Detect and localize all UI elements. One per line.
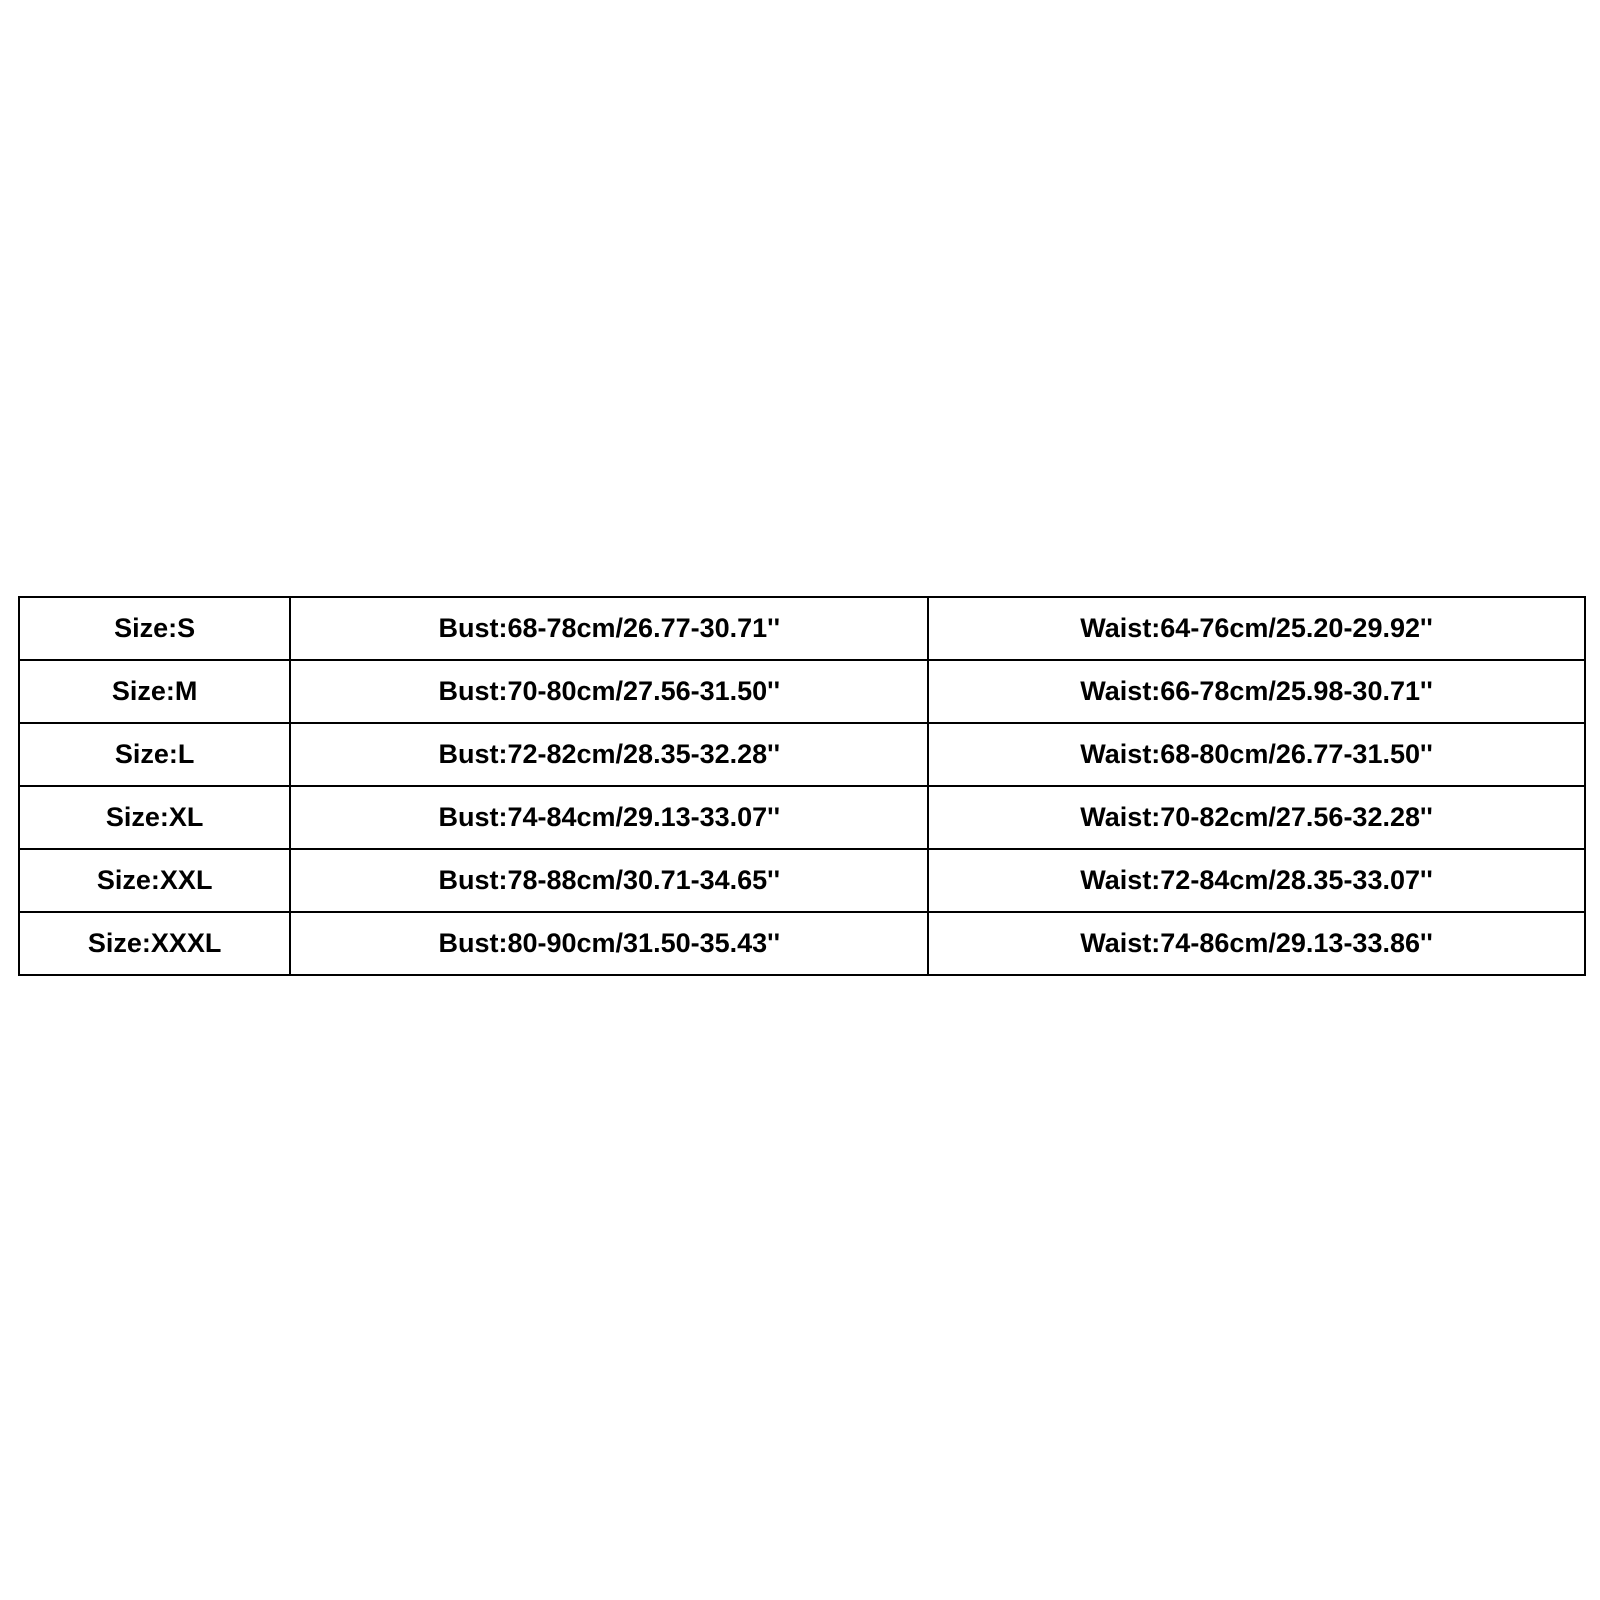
table-row xyxy=(19,660,1585,723)
waist-cell: Waist:72-84cm/28.35-33.07'' xyxy=(928,849,1585,912)
table-row xyxy=(19,597,1585,660)
waist-cell: Waist:70-82cm/27.56-32.28'' xyxy=(928,786,1585,849)
size-cell: Size:XXXL xyxy=(19,912,290,975)
waist-cell: Waist:66-78cm/25.98-30.71'' xyxy=(928,660,1585,723)
table-row xyxy=(19,912,1585,975)
waist-cell: Waist:74-86cm/29.13-33.86'' xyxy=(928,912,1585,975)
size-cell: Size:XL xyxy=(19,786,290,849)
size-cell: Size:XXL xyxy=(19,849,290,912)
waist-cell: Waist:68-80cm/26.77-31.50'' xyxy=(928,723,1585,786)
table-row xyxy=(19,849,1585,912)
bust-cell: Bust:72-82cm/28.35-32.28'' xyxy=(290,723,928,786)
bust-cell: Bust:78-88cm/30.71-34.65'' xyxy=(290,849,928,912)
size-cell: Size:L xyxy=(19,723,290,786)
bust-cell: Bust:74-84cm/29.13-33.07'' xyxy=(290,786,928,849)
table-row xyxy=(19,723,1585,786)
waist-cell: Waist:64-76cm/25.20-29.92'' xyxy=(928,597,1585,660)
table-row xyxy=(19,786,1585,849)
size-cell: Size:M xyxy=(19,660,290,723)
bust-cell: Bust:70-80cm/27.56-31.50'' xyxy=(290,660,928,723)
size-chart-table xyxy=(18,596,1586,976)
size-cell: Size:S xyxy=(19,597,290,660)
bust-cell: Bust:80-90cm/31.50-35.43'' xyxy=(290,912,928,975)
bust-cell: Bust:68-78cm/26.77-30.71'' xyxy=(290,597,928,660)
